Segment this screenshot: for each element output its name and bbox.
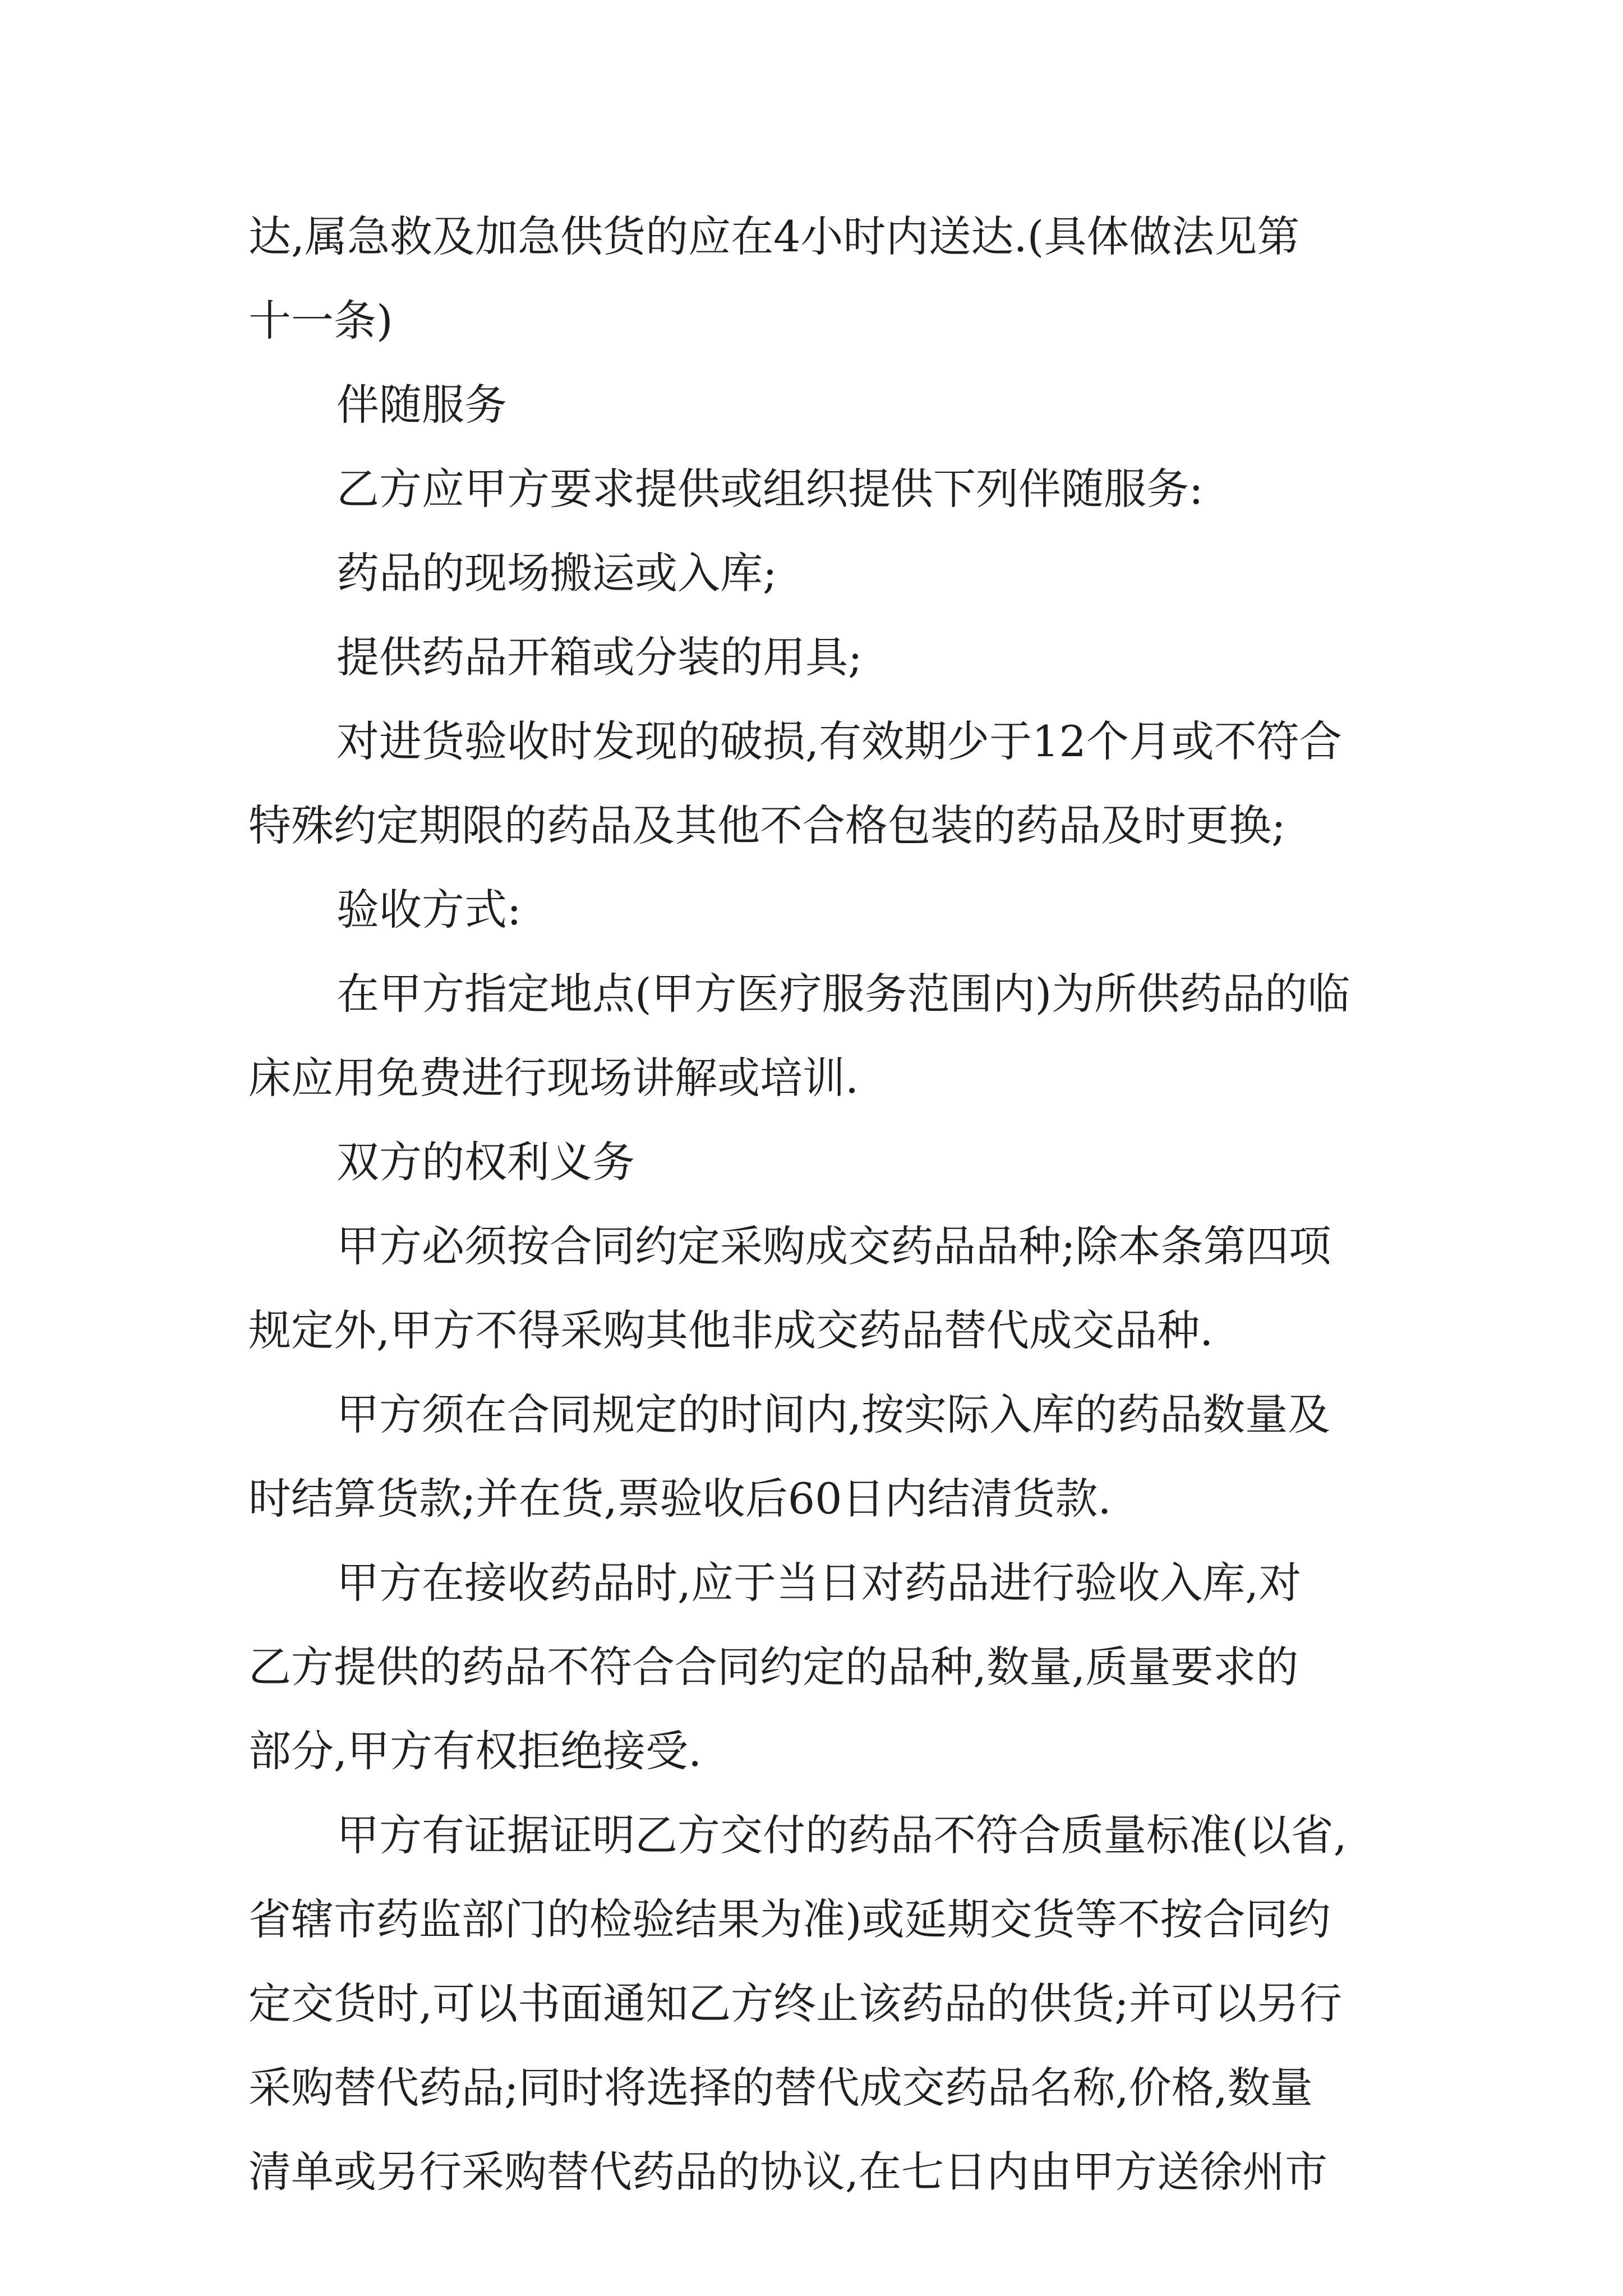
- text-line: 特殊约定期限的药品及其他不合格包装的药品及时更换;: [248, 800, 1286, 850]
- text-line: 甲方有证据证明乙方交付的药品不符合质量标准(以省,: [336, 1810, 1347, 1860]
- text-line: 药品的现场搬运或入库;: [336, 548, 777, 598]
- text-line: 对进货验收时发现的破损,有效期少于12个月或不符合: [336, 716, 1342, 766]
- text-line: 省辖市药监部门的检验结果为准)或延期交货等不按合同约: [248, 1894, 1331, 1944]
- text-line: 规定外,甲方不得采购其他非成交药品替代成交品种.: [248, 1305, 1214, 1355]
- text-line: 在甲方指定地点(甲方医疗服务范围内)为所供药品的临: [336, 969, 1350, 1019]
- text-line: 定交货时,可以书面通知乙方终止该药品的供货;并可以另行: [248, 1978, 1342, 2028]
- text-line: 甲方在接收药品时,应于当日对药品进行验收入库,对: [336, 1558, 1302, 1608]
- text-line: 双方的权利义务: [336, 1137, 635, 1187]
- text-line: 采购替代药品;同时将选择的替代成交药品名称,价格,数量: [248, 2063, 1313, 2113]
- text-line: 时结算货款;并在货,票验收后60日内结清货款.: [248, 1474, 1112, 1524]
- text-line: 伴随服务: [336, 380, 507, 430]
- text-line: 提供药品开箱或分装的用具;: [336, 632, 863, 682]
- text-line: 验收方式:: [336, 885, 522, 935]
- text-line: 部分,甲方有权拒绝接受.: [248, 1726, 702, 1776]
- text-line: 乙方应甲方要求提供或组织提供下列伴随服务:: [336, 464, 1204, 514]
- text-line: 十一条): [248, 296, 393, 346]
- text-line: 清单或另行采购替代药品的协议,在七日内由甲方送徐州市: [248, 2147, 1328, 2197]
- text-line: 乙方提供的药品不符合合同约定的品种,数量,质量要求的: [248, 1642, 1299, 1692]
- text-line: 甲方须在合同规定的时间内,按实际入库的药品数量及: [336, 1389, 1331, 1439]
- text-line: 达,属急救及加急供货的应在4小时内送达.(具体做法见第: [248, 211, 1300, 261]
- text-line: 床应用免费进行现场讲解或培训.: [248, 1053, 859, 1103]
- text-line: 甲方必须按合同约定采购成交药品品种;除本条第四项: [336, 1221, 1331, 1271]
